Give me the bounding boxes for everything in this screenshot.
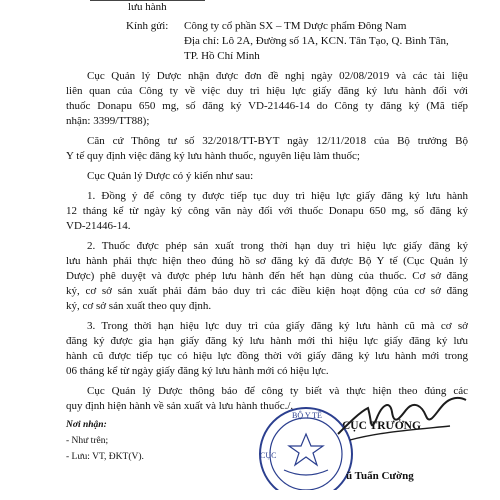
seal-top-text: BỘ Y TẾ [292,411,322,420]
intro-line-3: thuốc Donapu 650 mg, số đăng ký VD-21446-14 do Công ty đăng ký (Mã tiếp [66,100,468,112]
item-2-line-1: 2. Thuốc được phép sản xuất trong thời hạn duy trì hiệu lực giấy đăng ký [87,240,468,252]
recipients-title: Nơi nhận: [66,420,107,430]
closing-line-1: Cục Quản lý Dược thông báo để công ty biết và thực hiện theo đúng các [87,385,468,397]
item-2-line-4: ký, cơ sở sản xuất phải đảm bảo duy trì các điều kiện hoạt động của cơ sở đăng [66,285,468,297]
closing-line-2: quy định hiện hành về sản xuất và lưu hành thuốc./. [66,400,294,412]
item-2-line-5: ký, cơ sở sản xuất theo quy định. [66,300,212,312]
signature-title: CỤC TRƯỞNG [342,420,421,432]
recipient-address-1: Địa chỉ: Lô 2A, Đường số 1A, KCN. Tân Tạo, Q. Bình Tân, [184,35,449,47]
opinion-intro: Cục Quản lý Dược có ý kiến như sau: [87,170,254,182]
item-3-line-4: 06 tháng kể từ ngày giấy đăng ký lưu hành mới có hiệu lực. [66,365,329,377]
basis-line-1: Căn cứ Thông tư số 32/2018/TT-BYT ngày 12/11/2018 của Bộ trưởng Bộ [87,135,468,147]
item-1-line-1: 1. Đồng ý để công ty được tiếp tục duy trì hiệu lực giấy đăng ký lưu hành [87,190,468,202]
item-3-line-3: hành cũ được tiếp tục có hiệu lực đồng thời với giấy đăng ký lưu hành mới trong [66,350,468,362]
item-1-line-3: VD-21446-14. [66,220,131,232]
recipient-address-2: TP. Hồ Chí Minh [184,50,260,62]
intro-line-1: Cục Quản lý Dược nhận được đơn đề nghị ngày 02/08/2019 và các tài liệu [87,70,468,82]
intro-line-4: nhận: 3399/TT88); [66,115,150,127]
item-3-line-1: 3. Trong thời hạn hiệu lực duy trì của giấy đăng ký lưu hành cũ mà cơ sở [87,320,468,332]
recipient-name: Công ty cổ phần SX – TM Dược phẩm Đông Nam [184,20,407,32]
recipient-label: Kính gửi: [126,20,169,32]
basis-line-2: Y tế quy định việc đăng ký lưu hành thuốc, nguyên liệu làm thuốc; [66,150,360,162]
item-2-line-2: lưu hành phải thực hiện theo đúng hồ sơ đăng ký đã được Bộ Y tế (Cục Quản lý [66,255,468,267]
header-fragment: lưu hành [128,1,167,13]
item-1-line-2: 12 tháng kể từ ngày ký công văn này đối với thuốc Donapu 650 mg, số đăng ký [66,205,468,217]
handwritten-signature-icon [330,382,470,452]
recipients-line-2: - Lưu: VT, ĐKT(V). [66,452,144,462]
recipients-line-1: - Như trên; [66,436,109,446]
intro-line-2: liên quan của Công ty về việc duy trì hiệu lực giấy đăng ký lưu hành đối với [66,85,468,97]
item-3-line-2: đăng ký được gia hạn giấy đăng ký lưu hành mới thì hiệu lực giấy đăng ký lưu [66,335,468,347]
signer-name: ũ Tuấn Cường [346,470,414,482]
seal-left-text: CỤC [260,451,277,460]
item-2-line-3: Dược) phê duyệt và được phép lưu hành đến hết hạn dùng của thuốc. Cơ sở đăng [66,270,468,282]
